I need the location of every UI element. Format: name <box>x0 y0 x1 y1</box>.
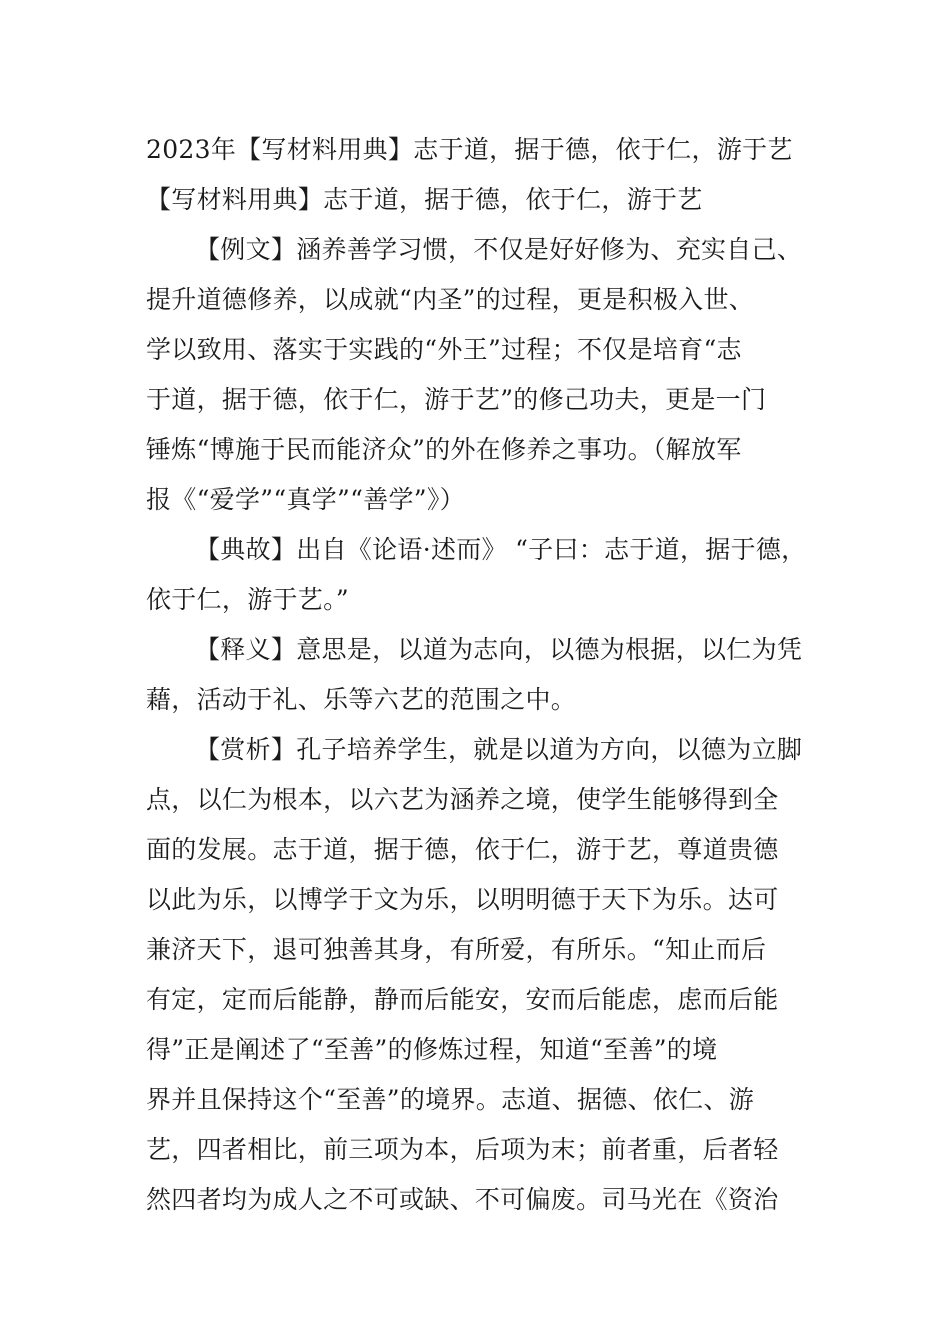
analysis-paragraph-line: 艺，四者相比，前三项为本，后项为末；前者重，后者轻 <box>146 1135 779 1164</box>
analysis-paragraph-line: 有定，定而后能静，静而后能安，安而后能虑，虑而后能 <box>146 985 779 1014</box>
allusion-paragraph-line: 【典故】出自《论语·述而》 “子曰：志于道，据于德， <box>195 535 807 564</box>
document-title: 2023年【写材料用典】志于道，据于德，依于仁，游于艺 <box>146 135 793 164</box>
analysis-paragraph-line: 点，以仁为根本，以六艺为涵养之境，使学生能够得到全 <box>146 785 779 814</box>
analysis-paragraph-line: 【赏析】孔子培养学生，就是以道为方向，以德为立脚 <box>195 735 803 764</box>
meaning-paragraph-line: 【释义】意思是，以道为志向，以德为根据，以仁为凭 <box>195 635 803 664</box>
analysis-paragraph-line: 然四者均为成人之不可或缺、不可偏废。司马光在《资治 <box>146 1185 779 1214</box>
meaning-paragraph-line: 藉，活动于礼、乐等六艺的范围之中。 <box>146 685 577 714</box>
example-paragraph-line: 【例文】涵养善学习惯，不仅是好好修为、充实自己、 <box>195 235 803 264</box>
example-paragraph-line: 学以致用、落实于实践的“外王”过程；不仅是培育“志 <box>146 335 742 364</box>
analysis-paragraph-line: 以此为乐，以博学于文为乐，以明明德于天下为乐。达可 <box>146 885 779 914</box>
example-paragraph-line: 报《“爱学”“真学”“善学”》） <box>146 485 465 514</box>
example-paragraph-line: 锤炼“博施于民而能济众”的外在修养之事功。（解放军 <box>146 435 742 464</box>
analysis-paragraph-line: 界并且保持这个“至善”的境界。志道、据德、依仁、游 <box>146 1085 755 1114</box>
allusion-paragraph-line: 依于仁，游于艺。” <box>146 585 349 614</box>
analysis-paragraph-line: 面的发展。志于道，据于德，依于仁，游于艺，尊道贵德 <box>146 835 779 864</box>
document-subtitle: 【写材料用典】志于道，据于德，依于仁，游于艺 <box>146 185 703 214</box>
analysis-paragraph-line: 兼济天下，退可独善其身，有所爱，有所乐。“知止而后 <box>146 935 767 964</box>
analysis-paragraph-line: 得”正是阐述了“至善”的修炼过程，知道“至善”的境 <box>146 1035 718 1064</box>
example-paragraph-line: 于道，据于德，依于仁，游于艺”的修己功夫，更是一门 <box>146 385 767 414</box>
example-paragraph-line: 提升道德修养，以成就“内圣”的过程，更是积极入世、 <box>146 285 755 314</box>
